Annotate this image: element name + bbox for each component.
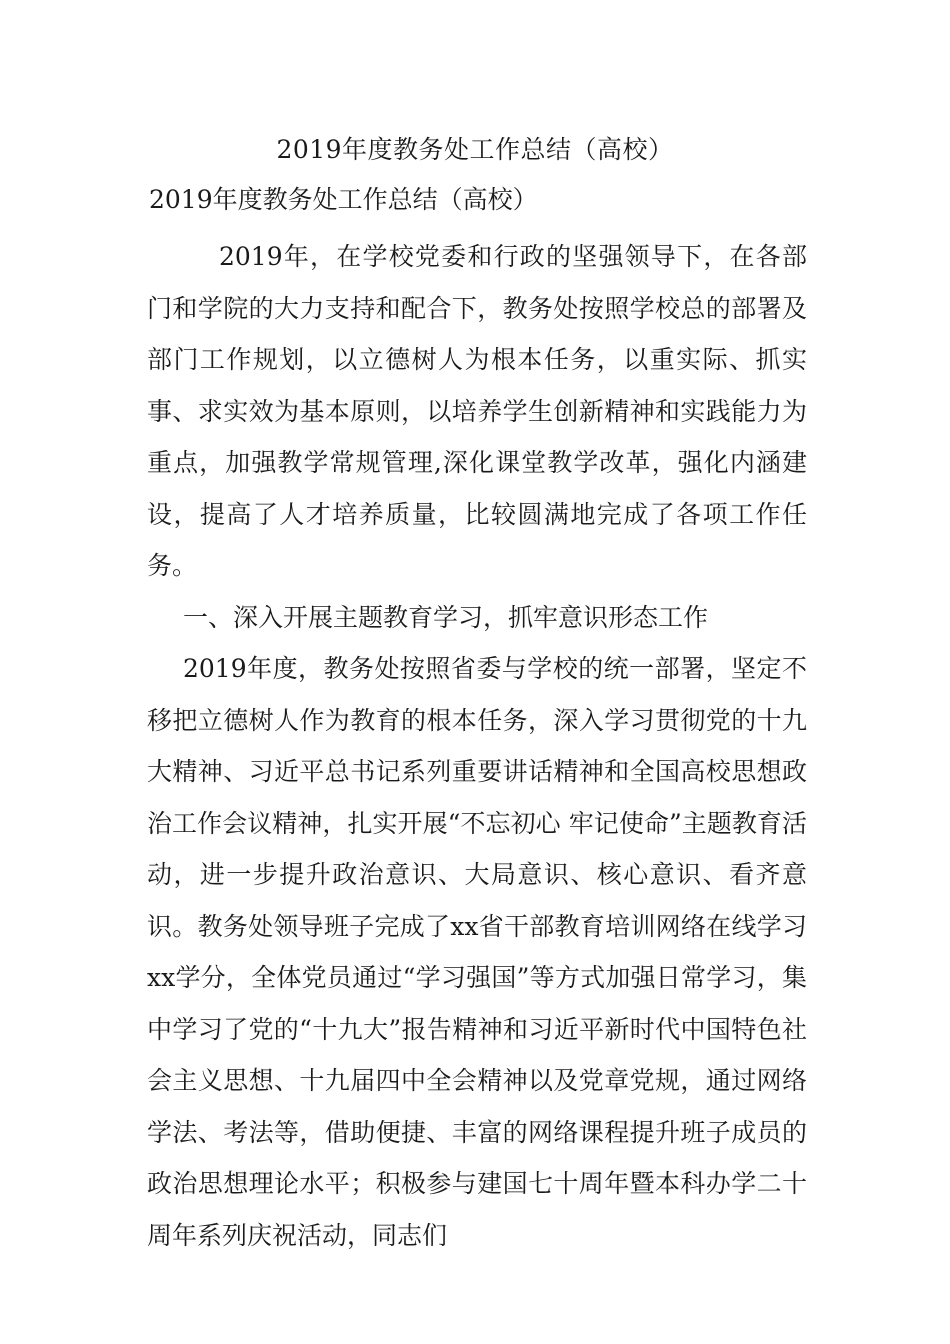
document-subtitle: 2019年度教务处工作总结（高校） <box>149 185 538 214</box>
document-body <box>147 231 807 1261</box>
section-heading-1: 一、深入开展主题教育学习，抓牢意识形态工作 <box>183 602 709 632</box>
section-1-paragraph: 2019年度，教务处按照省委与学校的统一部署，坚定不移把立德树人作为教育的根本任务，深入学习贯彻党的十九大精神、习近平总书记系列重要讲话精神和全国高校思想政治工作会议精神，扎实开展“不忘初心 牢记使命”主题教育活动，进一步提升政治意识、大局意识、核心意识、看齐意识。教务处领导班子完成了xx省干部教育培训网络在线学习xx学分，全体党员通过“学习强国”等方式加强日常学习，集中学习了党的“十九大”报告精神和习近平新时代中国特色社会主义思想、十九届四中全会精神以及党章党规，通过网络学法、考法等，借助便捷、丰富的网络课程提升班子成员的政治思想理论水平；积极参与建国七十周年暨本科办学二十周年系列庆祝活动，同志们 <box>147 654 807 1250</box>
intro-paragraph: 2019年，在学校党委和行政的坚强领导下，在各部门和学院的大力支持和配合下，教务处按照学校总的部署及部门工作规划，以立德树人为根本任务，以重实际、抓实事、求实效为基本原则，以培养学生创新精神和实践能力为重点，加强教学常规管理,深化课堂教学改革，强化内涵建设，提高了人才培养质量，比较圆满地完成了各项工作任务。 <box>147 242 807 580</box>
document-title: 2019年度教务处工作总结（高校） <box>276 135 674 164</box>
